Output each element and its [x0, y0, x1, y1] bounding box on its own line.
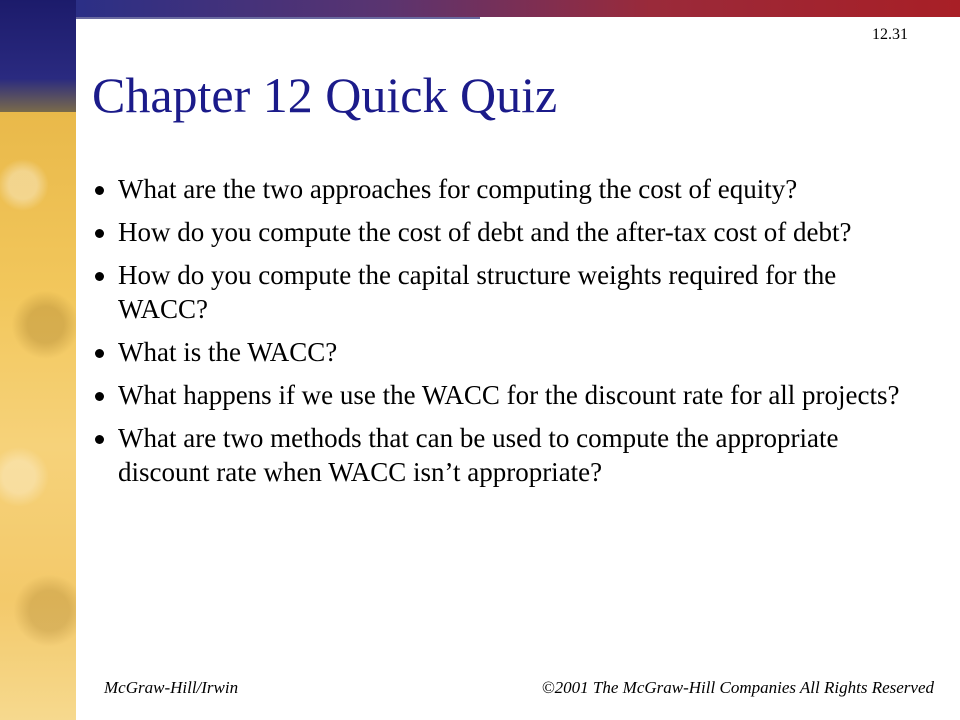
bullet-icon: [95, 186, 104, 195]
bullet-icon: [95, 272, 104, 281]
bullet-text: What is the WACC?: [118, 337, 338, 367]
footer-publisher: McGraw-Hill/Irwin: [104, 678, 239, 697]
list-item: [92, 215, 922, 249]
bullet-list: [92, 172, 922, 498]
list-item: [92, 421, 922, 489]
bullet-text: What happens if we use the WACC for the discount rate for all projects?: [118, 380, 900, 410]
decorative-side-strip: [0, 112, 76, 720]
bullet-text: How do you compute the capital structure weights required for the WACC?: [118, 260, 837, 324]
bullet-text: What are two methods that can be used to compute the appropriate discount rate when WACC isn’t appropriate?: [118, 423, 839, 487]
list-item: [92, 258, 922, 326]
footer-copyright: ©2001 The McGraw-Hill Companies All Rights Reserved: [541, 678, 934, 697]
bullet-text: How do you compute the cost of debt and the after-tax cost of debt?: [118, 217, 852, 247]
bullet-icon: [95, 349, 104, 358]
slide-number: 12.31: [872, 26, 908, 43]
list-item: [92, 172, 922, 206]
slide-title: Chapter 12 Quick Quiz: [92, 67, 558, 123]
bullet-text: What are the two approaches for computing the cost of equity?: [118, 174, 798, 204]
list-item: [92, 335, 922, 369]
bullet-icon: [95, 392, 104, 401]
bullet-icon: [95, 229, 104, 238]
top-gradient-bar: [76, 0, 960, 17]
top-divider-line: [76, 17, 480, 19]
list-item: [92, 378, 922, 412]
slide-corner-block: [0, 0, 76, 112]
bullet-icon: [95, 435, 104, 444]
